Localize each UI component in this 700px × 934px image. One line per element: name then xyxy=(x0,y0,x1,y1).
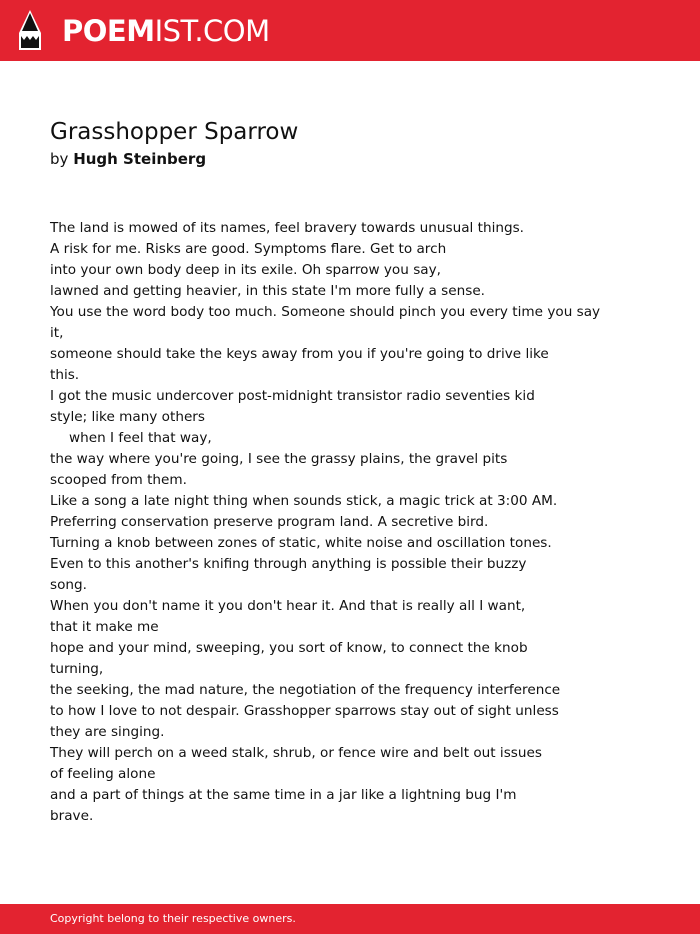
poem-title: Grasshopper Sparrow xyxy=(50,119,299,145)
poem-line: of feeling alone xyxy=(50,766,156,782)
poem-line: to how I love to not despair. Grasshopper sparrows stay out of sight unless xyxy=(50,703,559,719)
poem-line: A risk for me. Risks are good. Symptoms flare. Get to arch xyxy=(50,241,447,257)
poem-line: scooped from them. xyxy=(50,472,187,488)
poem-line: Like a song a late night thing when sounds stick, a magic trick at 3:00 AM. xyxy=(50,493,558,509)
poem-line: brave. xyxy=(50,808,94,824)
poem-line: the seeking, the mad nature, the negotiation of the frequency interference xyxy=(50,682,561,698)
poem-line: someone should take the keys away from you if you're going to drive like xyxy=(50,346,549,362)
poem-line: it, xyxy=(50,325,64,341)
poem-line: song. xyxy=(50,577,87,593)
poem-line: You use the word body too much. Someone should pinch you every time you say xyxy=(50,304,601,320)
logo-light-text: IST.COM xyxy=(154,14,270,48)
site-footer xyxy=(0,904,700,934)
site-header xyxy=(0,0,700,61)
poem-line: hope and your mind, sweeping, you sort of know, to connect the knob xyxy=(50,640,528,656)
poem-line: lawned and getting heavier, in this state I'm more fully a sense. xyxy=(50,283,486,299)
copyright-text: Copyright belong to their respective owners. xyxy=(50,912,296,925)
poem-line: they are singing. xyxy=(50,724,165,740)
poem-line: style; like many others xyxy=(50,409,205,425)
poem-line: Even to this another's knifing through anything is possible their buzzy xyxy=(50,556,527,572)
poem-line: Preferring conservation preserve program land. A secretive bird. xyxy=(50,514,489,530)
site-logo[interactable] xyxy=(62,11,270,51)
poem-line: this. xyxy=(50,367,80,383)
poem-author: Hugh Steinberg xyxy=(73,150,207,168)
poem-line: turning, xyxy=(50,661,104,677)
poem-line: that it make me xyxy=(50,619,159,635)
poem-line: When you don't name it you don't hear it. And that is really all I want, xyxy=(50,598,526,614)
poem-line: The land is mowed of its names, feel bravery towards unusual things. xyxy=(50,220,524,236)
poem-line: Turning a knob between zones of static, white noise and oscillation tones. xyxy=(50,535,552,551)
poem-line: into your own body deep in its exile. Oh sparrow you say, xyxy=(50,262,441,278)
poem-line: and a part of things at the same time in a jar like a lightning bug I'm xyxy=(50,787,517,803)
poem-byline xyxy=(50,148,206,170)
by-label: by xyxy=(50,150,69,168)
pencil-icon[interactable] xyxy=(18,9,42,51)
poem-line: the way where you're going, I see the grassy plains, the gravel pits xyxy=(50,451,508,467)
poem-body xyxy=(50,218,650,827)
poem-line: They will perch on a weed stalk, shrub, or fence wire and belt out issues xyxy=(50,745,542,761)
poem-line: I got the music undercover post-midnight transistor radio seventies kid xyxy=(50,388,535,404)
logo-bold-text: POEM xyxy=(62,14,155,48)
poem-line: when I feel that way, xyxy=(69,430,212,446)
